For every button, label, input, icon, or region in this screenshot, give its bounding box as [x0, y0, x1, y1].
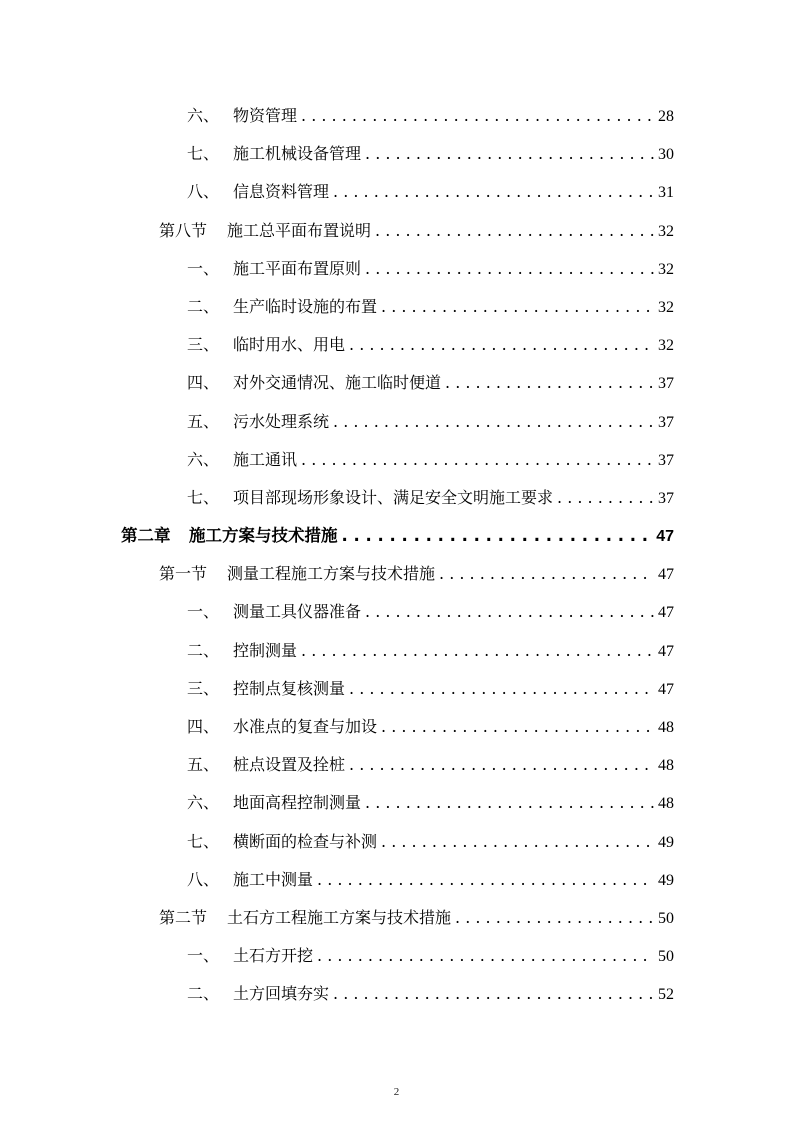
toc-entry-title: 地面高程控制测量 [233, 793, 362, 813]
toc-entry-title: 信息资料管理 [233, 182, 330, 202]
dot-leader [557, 479, 654, 517]
toc-entry[interactable] [0, 288, 793, 326]
toc-entry-title: 测量工具仪器准备 [233, 602, 362, 622]
toc-entry-title: 测量工程施工方案与技术措施 [227, 564, 436, 584]
toc-entry-title: 对外交通情况、施工临时便道 [233, 373, 442, 393]
dot-leader [445, 364, 654, 402]
toc-entry-number: 八、 [187, 869, 220, 889]
toc-entry-number: 一、 [187, 946, 220, 966]
toc-entry-title: 施工中测量 [233, 869, 314, 889]
toc-entry-title: 施工总平面布置说明 [227, 220, 372, 240]
toc-entry[interactable] [0, 479, 793, 517]
toc-entry-title: 污水处理系统 [233, 411, 330, 431]
toc-entry-page: 31 [658, 184, 674, 202]
toc-entry-number: 四、 [187, 373, 220, 393]
dot-leader [349, 670, 654, 708]
table-of-contents [0, 97, 793, 1014]
dot-leader [349, 326, 654, 364]
toc-entry-number: 第二节 [159, 907, 208, 927]
toc-entry-number: 二、 [187, 296, 220, 316]
dot-leader [317, 937, 654, 975]
toc-entry-title: 土石方开挖 [233, 946, 314, 966]
toc-entry-page: 32 [658, 260, 674, 278]
toc-entry-number: 第一节 [159, 564, 208, 584]
toc-entry[interactable] [0, 593, 793, 631]
dot-leader [342, 517, 653, 555]
toc-entry[interactable] [0, 670, 793, 708]
toc-section[interactable] [0, 555, 793, 593]
toc-entry-number: 一、 [187, 258, 220, 278]
dot-leader [317, 861, 654, 899]
dot-leader [349, 746, 654, 784]
toc-entry-number: 七、 [187, 831, 220, 851]
dot-leader [455, 899, 654, 937]
toc-entry-title: 施工平面布置原则 [233, 258, 362, 278]
toc-entry[interactable] [0, 441, 793, 479]
toc-entry-number: 八、 [187, 182, 220, 202]
toc-entry-number: 五、 [187, 411, 220, 431]
dot-leader [381, 288, 654, 326]
toc-entry[interactable] [0, 975, 793, 1013]
toc-entry[interactable] [0, 746, 793, 784]
dot-leader [333, 173, 654, 211]
dot-leader [301, 441, 654, 479]
toc-entry-page: 52 [658, 986, 674, 1004]
toc-entry-title: 控制点复核测量 [233, 678, 346, 698]
toc-entry-number: 六、 [187, 449, 220, 469]
toc-entry[interactable] [0, 364, 793, 402]
dot-leader [365, 135, 654, 173]
toc-entry-number: 一、 [187, 602, 220, 622]
toc-entry-page: 49 [658, 871, 674, 889]
toc-entry-page: 32 [658, 337, 674, 355]
page-number: 2 [393, 1086, 400, 1098]
toc-entry-page: 30 [658, 146, 674, 164]
toc-entry-title: 横断面的检查与补测 [233, 831, 378, 851]
toc-entry-number: 三、 [187, 335, 220, 355]
dot-leader [381, 708, 654, 746]
dot-leader [333, 403, 654, 441]
dot-leader [365, 250, 654, 288]
toc-entry-page: 47 [658, 642, 674, 660]
toc-entry-number: 六、 [187, 793, 220, 813]
dot-leader [301, 97, 654, 135]
toc-section[interactable] [0, 212, 793, 250]
toc-entry[interactable] [0, 97, 793, 135]
toc-entry-page: 47 [658, 680, 674, 698]
toc-entry-title: 土方回填夯实 [233, 984, 330, 1004]
toc-entry-number: 二、 [187, 640, 220, 660]
toc-entry-title: 控制测量 [233, 640, 298, 660]
toc-entry-title: 项目部现场形象设计、满足安全文明施工要求 [233, 487, 554, 507]
dot-leader [439, 555, 654, 593]
toc-entry-number: 五、 [187, 755, 220, 775]
toc-entry-number: 第二章 [121, 526, 171, 546]
dot-leader [301, 632, 654, 670]
toc-entry[interactable] [0, 173, 793, 211]
toc-entry[interactable] [0, 937, 793, 975]
toc-section[interactable] [0, 899, 793, 937]
dot-leader [375, 212, 654, 250]
toc-entry-page: 48 [658, 795, 674, 813]
toc-entry-page: 47 [658, 604, 674, 622]
toc-entry-page: 37 [658, 451, 674, 469]
toc-entry-number: 二、 [187, 984, 220, 1004]
toc-entry-title: 桩点设置及拴桩 [233, 755, 346, 775]
dot-leader [333, 975, 654, 1013]
toc-entry-number: 七、 [187, 487, 220, 507]
toc-entry-title: 物资管理 [233, 106, 298, 125]
toc-entry-page: 47 [658, 566, 674, 584]
dot-leader [365, 593, 654, 631]
toc-entry[interactable] [0, 632, 793, 670]
toc-entry-page: 49 [658, 833, 674, 851]
toc-entry[interactable] [0, 403, 793, 441]
toc-entry-page: 48 [658, 757, 674, 775]
toc-entry-title: 土石方工程施工方案与技术措施 [227, 907, 452, 927]
toc-entry[interactable] [0, 784, 793, 822]
toc-entry-page: 50 [658, 948, 674, 966]
toc-entry[interactable] [0, 250, 793, 288]
toc-entry-number: 四、 [187, 717, 220, 736]
toc-entry[interactable] [0, 708, 793, 746]
toc-entry-title: 施工通讯 [233, 449, 298, 469]
toc-entry-page: 37 [658, 375, 674, 393]
toc-entry-page: 28 [658, 108, 674, 125]
toc-entry-page: 32 [658, 298, 674, 316]
toc-entry-page: 37 [658, 489, 674, 507]
toc-entry-number: 三、 [187, 678, 220, 698]
dot-leader [365, 784, 654, 822]
toc-entry-title: 临时用水、用电 [233, 335, 346, 355]
toc-entry-number: 六、 [187, 106, 220, 125]
toc-entry-number: 第八节 [159, 220, 208, 240]
toc-entry[interactable] [0, 135, 793, 173]
toc-chapter[interactable] [0, 517, 793, 555]
dot-leader [381, 823, 654, 861]
toc-entry-page: 37 [658, 413, 674, 431]
toc-entry-title: 施工机械设备管理 [233, 144, 362, 164]
toc-entry[interactable] [0, 326, 793, 364]
toc-entry-title: 生产临时设施的布置 [233, 296, 378, 316]
toc-entry[interactable] [0, 823, 793, 861]
toc-entry-page: 50 [658, 909, 674, 927]
toc-entry[interactable] [0, 861, 793, 899]
toc-entry-title: 施工方案与技术措施 [189, 526, 338, 546]
toc-entry-page: 48 [658, 719, 674, 736]
toc-entry-number: 七、 [187, 144, 220, 164]
toc-entry-page: 47 [656, 528, 674, 546]
toc-entry-page: 32 [658, 222, 674, 240]
toc-entry-title: 水准点的复查与加设 [233, 717, 378, 736]
